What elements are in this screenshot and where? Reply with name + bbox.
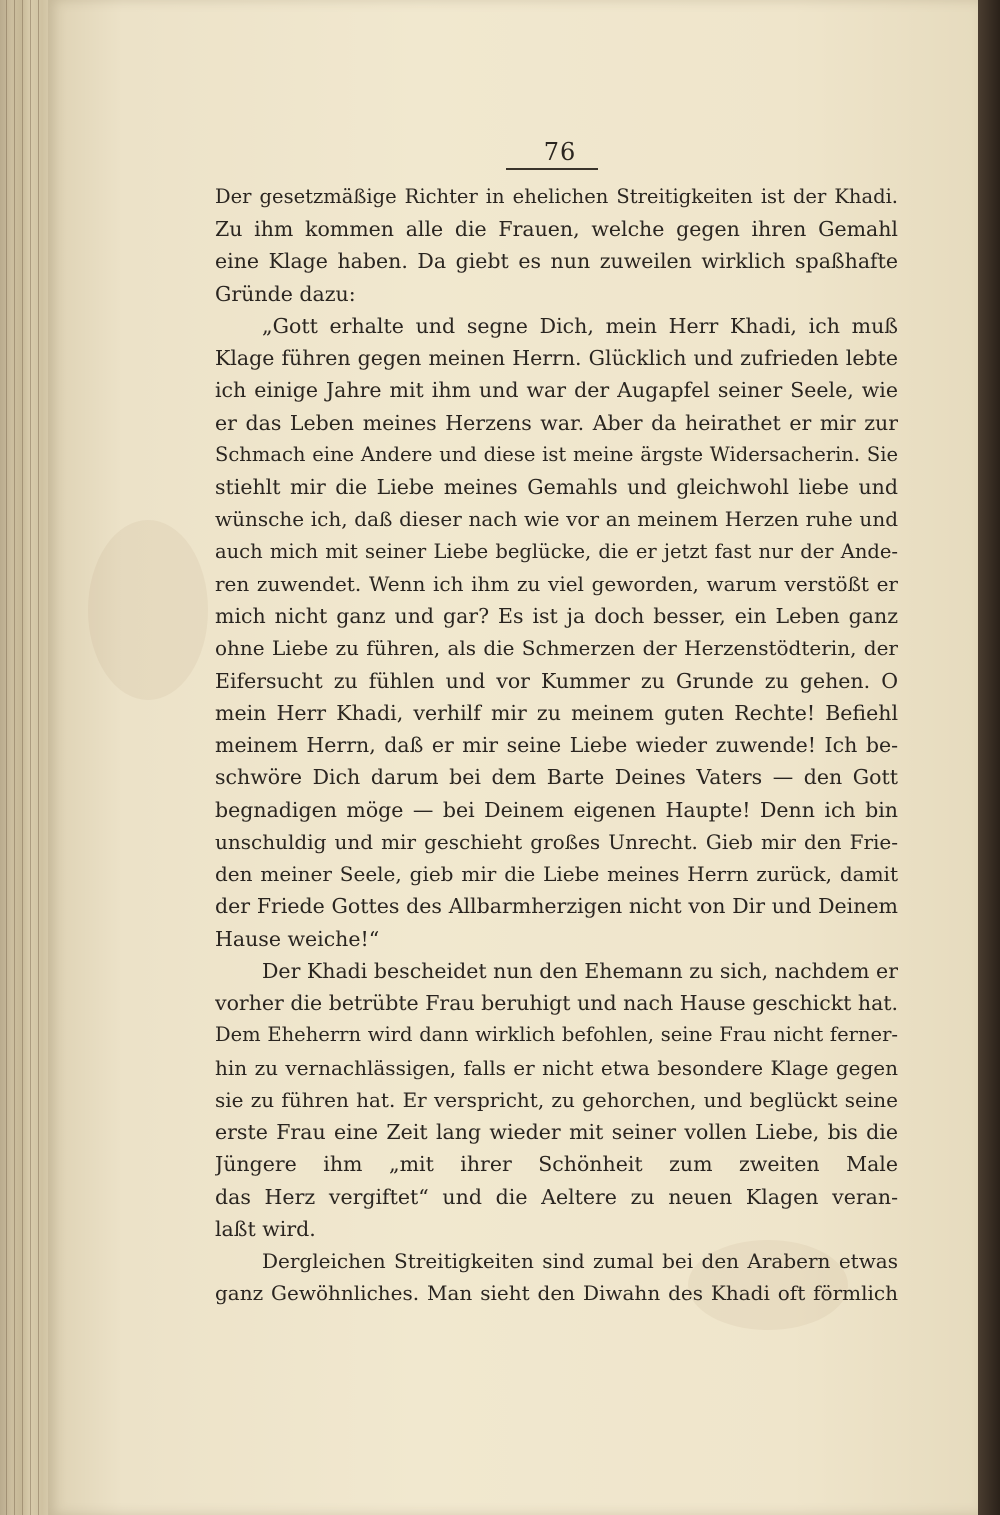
paper-stain	[88, 520, 208, 700]
page-edge-line	[14, 0, 15, 1515]
page-edge-line	[22, 0, 23, 1515]
text-line: Der gesetzmäßige Richter in ehelichen Streitigkeiten ist der Khadi.	[215, 185, 898, 208]
text-line: vorher die betrübte Frau beruhigt und nach Hause geschickt hat.	[215, 991, 898, 1015]
text-line: er das Leben meines Herzens war. Aber da heirathet er mir zur	[215, 411, 898, 435]
text-line: stiehlt mir die Liebe meines Gemahls und gleichwohl liebe und	[215, 475, 898, 499]
text-line: wünsche ich, daß dieser nach wie vor an meinem Herzen ruhe und	[215, 507, 898, 531]
text-line: Hause weiche!“	[215, 927, 380, 951]
text-line: schwöre Dich darum bei dem Barte Deines Vaters — den Gott	[215, 765, 898, 789]
text-line: der Friede Gottes des Allbarmherzigen nicht von Dir und Deinem	[215, 894, 898, 918]
text-line: erste Frau eine Zeit lang wieder mit seiner vollen Liebe, bis die	[215, 1120, 898, 1144]
text-line: Zu ihm kommen alle die Frauen, welche gegen ihren Gemahl	[215, 217, 898, 241]
text-line: hin zu vernachlässigen, falls er nicht etwa besondere Klage gegen	[215, 1056, 898, 1080]
text-line: ich einige Jahre mit ihm und war der Augapfel seiner Seele, wie	[215, 378, 898, 402]
text-line: mich nicht ganz und gar? Es ist ja doch besser, ein Leben ganz	[215, 604, 898, 628]
text-line: „Gott erhalte und segne Dich, mein Herr Khadi, ich muß	[262, 314, 898, 338]
text-line: ren zuwendet. Wenn ich ihm zu viel geworden, warum verstößt er	[215, 572, 898, 596]
page-number: 76	[543, 138, 577, 166]
text-line: das Herz vergiftet“ und die Aeltere zu neuen Klagen veran-	[215, 1185, 898, 1209]
text-line: begnadigen möge — bei Deinem eigenen Haupte! Denn ich bin	[215, 798, 898, 822]
text-line: mein Herr Khadi, verhilf mir zu meinem guten Rechte! Befiehl	[215, 701, 898, 725]
page-edge-line	[6, 0, 7, 1515]
text-line: Der Khadi bescheidet nun den Ehemann zu sich, nachdem er	[262, 959, 898, 983]
text-line: Gründe dazu:	[215, 282, 356, 306]
page-number-rule	[506, 168, 598, 170]
text-line: ohne Liebe zu führen, als die Schmerzen der Herzenstödterin, der	[215, 636, 898, 660]
text-line: laßt wird.	[215, 1217, 316, 1241]
text-line: eine Klage haben. Da giebt es nun zuweilen wirklich spaßhafte	[215, 249, 898, 273]
text-line: Jüngere ihm „mit ihrer Schönheit zum zweiten Male	[215, 1152, 898, 1176]
text-line: sie zu führen hat. Er verspricht, zu gehorchen, und beglückt seine	[215, 1088, 898, 1112]
text-line: meinem Herrn, daß er mir seine Liebe wieder zuwende! Ich be-	[215, 733, 898, 757]
text-line: auch mich mit seiner Liebe beglücke, die er jetzt fast nur der Ande-	[215, 540, 898, 563]
page-edge-line	[38, 0, 39, 1515]
text-line: Schmach eine Andere und diese ist meine ärgste Widersacherin. Sie	[215, 443, 898, 466]
text-line: den meiner Seele, gieb mir die Liebe meines Herrn zurück, damit	[215, 862, 898, 886]
text-line: Dem Eheherrn wird dann wirklich befohlen, seine Frau nicht ferner-	[215, 1023, 898, 1046]
text-line: Dergleichen Streitigkeiten sind zumal bei den Arabern etwas	[262, 1249, 898, 1273]
text-line: ganz Gewöhnliches. Man sieht den Diwahn des Khadi oft förmlich	[215, 1281, 898, 1305]
page-edge-line	[30, 0, 31, 1515]
text-line: Eifersucht zu fühlen und vor Kummer zu Grunde zu gehen. O	[215, 669, 898, 693]
text-line: Klage führen gegen meinen Herrn. Glücklich und zufrieden lebte	[215, 346, 898, 370]
text-line: unschuldig und mir geschieht großes Unrecht. Gieb mir den Frie-	[215, 830, 898, 854]
book-gutter-shadow	[978, 0, 1000, 1515]
